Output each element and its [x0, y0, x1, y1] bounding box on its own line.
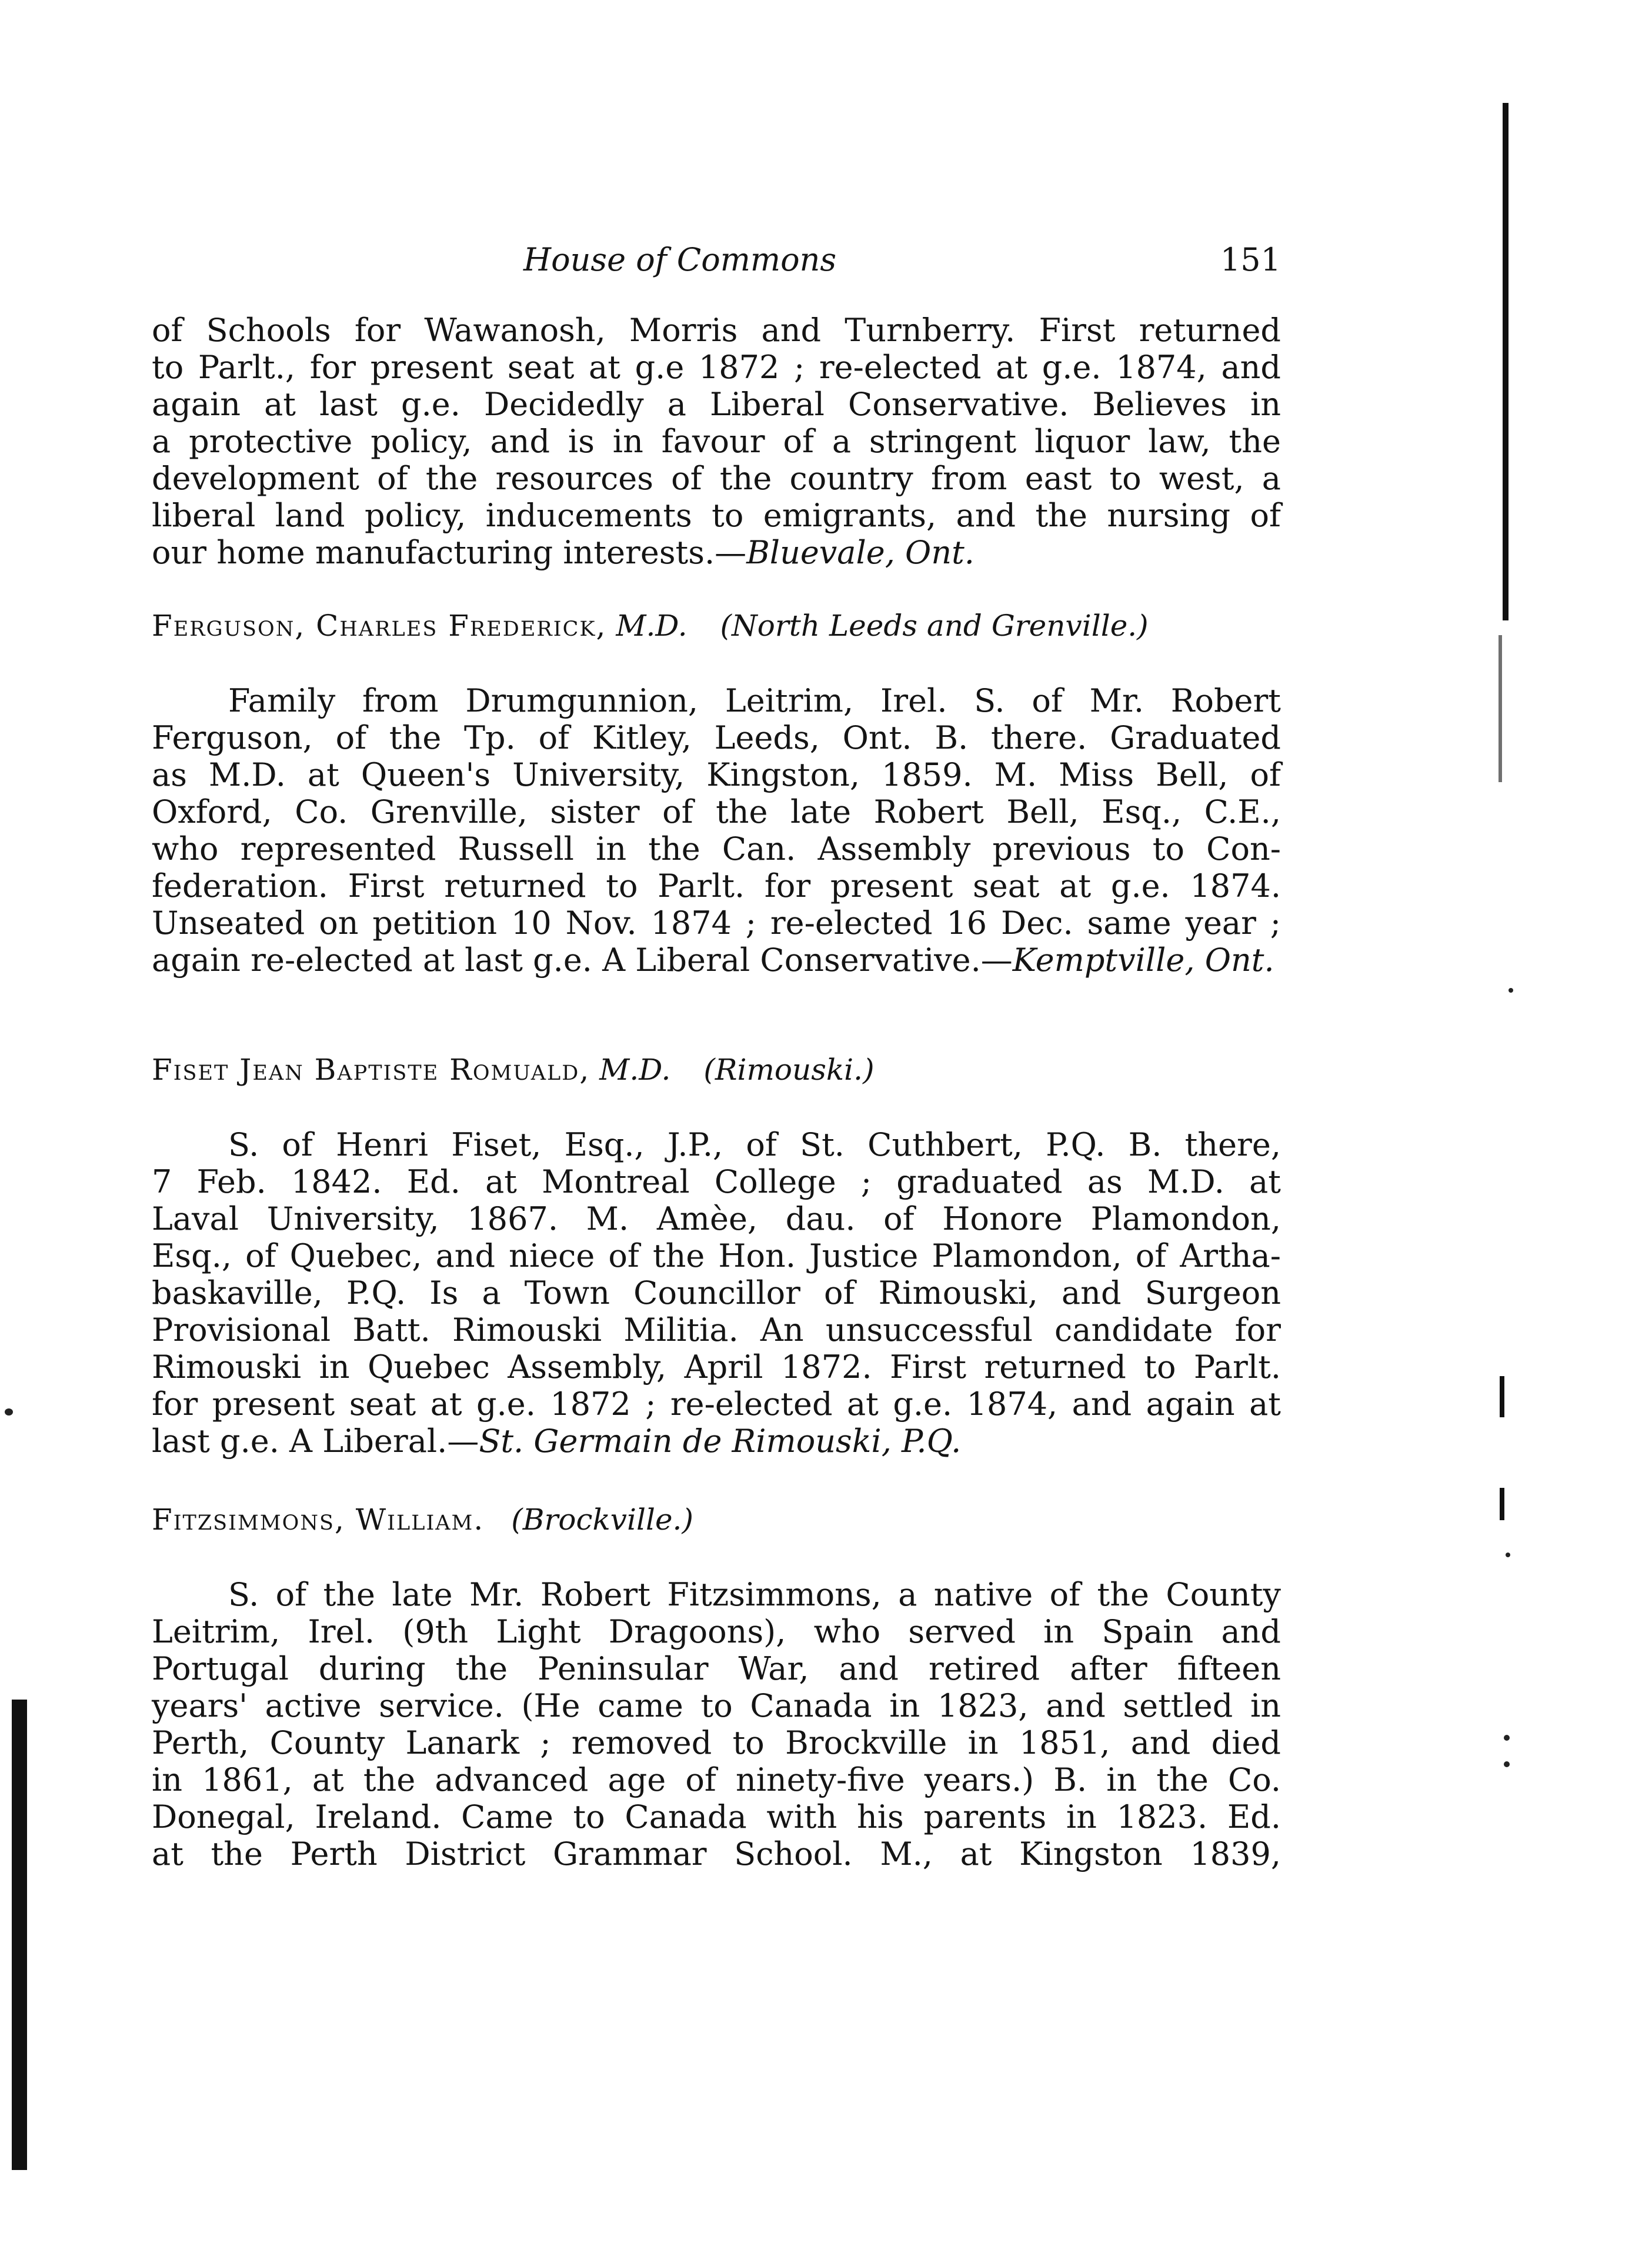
member-title: M.D. [599, 1053, 671, 1087]
member-name: Ferguson, Charles Frederick, [152, 609, 607, 643]
text-line: Rimouski in Quebec Assembly, April 1872. First returned to Parlt. [152, 1348, 1281, 1386]
page-number: 151 [1220, 241, 1281, 278]
text-line: federation. First returned to Parlt. for present seat at g.e. 1874. [152, 867, 1281, 904]
scan-edge-mark [1500, 1488, 1504, 1520]
text-line [152, 942, 1281, 979]
residence: St. Germain de Rimouski, P.Q. [479, 1423, 962, 1460]
text-line: S. of Henri Fiset, Esq., J.P., of St. Cuthbert, P.Q. B. there, [228, 1126, 1281, 1163]
text-line: at the Perth District Grammar School. M., at Kingston 1839, [152, 1835, 1281, 1872]
text-line: 7 Feb. 1842. Ed. at Montreal College ; graduated as M.D. at [152, 1163, 1281, 1200]
text-line: Esq., of Quebec, and niece of the Hon. Justice Plamondon, of Artha- [152, 1237, 1281, 1274]
continuation-paragraph [152, 312, 1281, 571]
scan-speck [1504, 1735, 1510, 1741]
text-line: as M.D. at Queen's University, Kingston, 1859. M. Miss Bell, of [152, 756, 1281, 793]
text-line: S. of the late Mr. Robert Fitzsimmons, a native of the County [228, 1576, 1281, 1613]
line-text: again re-elected at last g.e. A Liberal Conservative.— [152, 942, 1013, 979]
text-line: years' active service. (He came to Canada in 1823, and settled in [152, 1687, 1281, 1724]
text-line: baskaville, P.Q. Is a Town Councillor of Rimouski, and Surgeon [152, 1274, 1281, 1311]
scan-speck [5, 1408, 13, 1416]
constituency: (Brockville.) [511, 1503, 693, 1537]
text-line [152, 534, 1281, 571]
constituency: (Rimouski.) [703, 1053, 875, 1087]
text-line: liberal land policy, inducements to emigrants, and the nursing of [152, 497, 1281, 534]
text-line: Provisional Batt. Rimouski Militia. An unsuccessful candidate for [152, 1311, 1281, 1348]
text-line: Portugal during the Peninsular War, and retired after fifteen [152, 1650, 1281, 1687]
residence: Kemptville, Ont. [1012, 942, 1274, 979]
text-line: a protective policy, and is in favour of a stringent liquor law, the [152, 423, 1281, 460]
member-name: Fiset Jean Baptiste Romuald, [152, 1053, 590, 1087]
scan-speck [1509, 988, 1513, 993]
running-title: House of Commons [523, 241, 837, 278]
text-line: development of the resources of the country from east to west, a [152, 460, 1281, 497]
residence: Bluevale, Ont. [746, 534, 974, 571]
text-line: Leitrim, Irel. (9th Light Dragoons), who served in Spain and [152, 1613, 1281, 1650]
entry-body-ferguson [152, 682, 1281, 979]
member-title: M.D. [616, 609, 688, 643]
text-line: Family from Drumgunnion, Leitrim, Irel. S. of Mr. Robert [228, 682, 1281, 719]
line-text: our home manufacturing interests.— [152, 534, 747, 571]
scan-edge-bar-left [12, 1700, 27, 2170]
text-line: Unseated on petition 10 Nov. 1874 ; re-elected 16 Dec. same year ; [152, 904, 1281, 942]
text-line: Ferguson, of the Tp. of Kitley, Leeds, Ont. B. there. Graduated [152, 719, 1281, 756]
text-line: for present seat at g.e. 1872 ; re-elected at g.e. 1874, and again at [152, 1386, 1281, 1423]
text-line [152, 1423, 1281, 1460]
scan-speck [1506, 1553, 1510, 1557]
constituency: (North Leeds and Grenville.) [720, 609, 1149, 643]
text-line: Oxford, Co. Grenville, sister of the late Robert Bell, Esq., C.E., [152, 793, 1281, 830]
text-line: Donegal, Ireland. Came to Canada with his parents in 1823. Ed. [152, 1798, 1281, 1835]
line-text: last g.e. A Liberal.— [152, 1423, 479, 1460]
text-line: Laval University, 1867. M. Amèe, dau. of Honore Plamondon, [152, 1200, 1281, 1237]
text-line: again at last g.e. Decidedly a Liberal Conservative. Believes in [152, 386, 1281, 423]
entry-heading-ferguson [152, 609, 1281, 643]
text-line: to Parlt., for present seat at g.e 1872 ; re-elected at g.e. 1874, and [152, 349, 1281, 386]
scan-edge-bar-right-lower [1499, 635, 1502, 782]
entry-body-fiset [152, 1126, 1281, 1460]
text-line: Perth, County Lanark ; removed to Brockville in 1851, and died [152, 1724, 1281, 1761]
text-line: in 1861, at the advanced age of ninety-five years.) B. in the Co. [152, 1761, 1281, 1798]
scan-edge-mark [1500, 1376, 1504, 1417]
entry-heading-fiset [152, 1053, 1281, 1087]
scan-edge-bar-right [1503, 103, 1509, 620]
page-header [152, 241, 1281, 288]
scan-speck [1504, 1761, 1510, 1767]
entry-heading-fitzsimmons [152, 1503, 1281, 1537]
text-line: who represented Russell in the Can. Assembly previous to Con- [152, 830, 1281, 867]
entry-body-fitzsimmons [152, 1576, 1281, 1872]
text-line: of Schools for Wawanosh, Morris and Turnberry. First returned [152, 312, 1281, 349]
member-name: Fitzsimmons, William. [152, 1503, 485, 1537]
